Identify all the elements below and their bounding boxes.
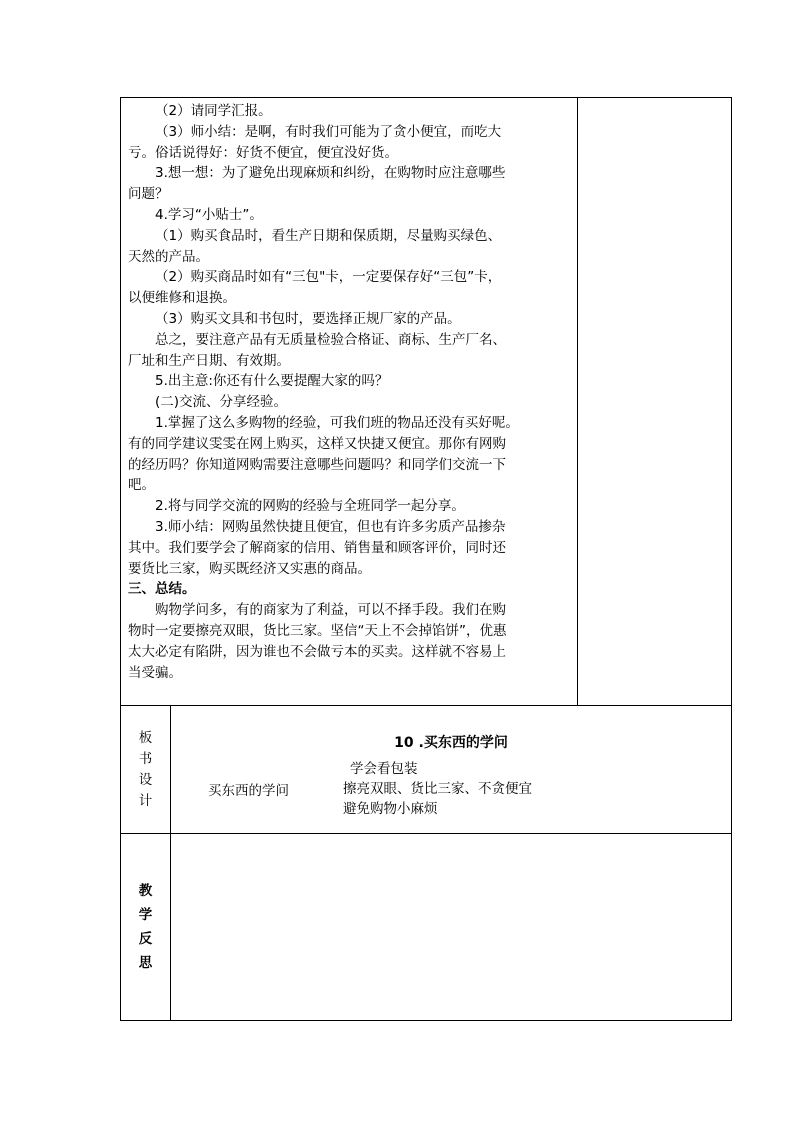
lesson-line: （3）购买文具和书包时，要选择正规厂家的产品。 xyxy=(155,310,461,327)
label-char: 思 xyxy=(138,955,153,971)
label-char: 计 xyxy=(138,792,153,809)
lesson-process-row xyxy=(121,98,731,706)
column-divider xyxy=(577,98,578,705)
lesson-line: (二)交流、分享经验。 xyxy=(155,394,288,411)
lesson-line: 1.掌握了这么多购物的经验，可我们班的物品还没有买好呢。 xyxy=(155,414,519,431)
lesson-line: 其中。我们要学会了解商家的信用、销售量和顾客评价，同时还 xyxy=(128,539,506,556)
lesson-line: 太大必定有陷阱，因为谁也不会做亏本的买卖。这样就不容易上 xyxy=(128,643,506,660)
lesson-content xyxy=(128,101,574,683)
lesson-line: 天然的产品。 xyxy=(128,248,209,265)
lesson-line: 2.将与同学交流的网购的经验与全班同学一起分享。 xyxy=(155,498,465,515)
lesson-line: 当受骗。 xyxy=(128,664,182,681)
board-design-label xyxy=(121,706,170,833)
lesson-line: 厂址和生产日期、有效期。 xyxy=(128,352,290,369)
lesson-line: （3）师小结：是啊，有时我们可能为了贪小便宜，而吃大 xyxy=(155,123,502,140)
lesson-plan-table xyxy=(120,97,732,1021)
label-char: 学 xyxy=(138,907,153,923)
board-design-row xyxy=(121,706,731,834)
label-char: 教 xyxy=(138,883,153,899)
lesson-line: 有的同学建议雯雯在网上购买，这样又快捷又便宜。那你有网购 xyxy=(128,435,506,452)
teaching-reflection-label xyxy=(121,834,170,1020)
label-char: 反 xyxy=(138,931,153,947)
lesson-line: 3.师小结：网购虽然快捷且便宜，但也有许多劣质产品掺杂 xyxy=(155,518,506,535)
board-points xyxy=(343,759,532,819)
lesson-line: 4.学习“小贴士”。 xyxy=(155,206,263,223)
lesson-line: 三、总结。 xyxy=(128,581,196,598)
board-topic: 买东西的学问 xyxy=(208,783,289,799)
lesson-line: 总之，要注意产品有无质量检验合格证、商标、生产厂名、 xyxy=(155,331,506,348)
column-divider xyxy=(170,834,171,1020)
teaching-reflection-row xyxy=(121,834,731,1020)
lesson-line: 以便维修和退换。 xyxy=(128,290,236,307)
lesson-line: （1）购买食品时，看生产日期和保质期，尽量购买绿色、 xyxy=(155,227,502,244)
label-char: 书 xyxy=(138,750,153,767)
lesson-line: 亏。俗话说得好：好货不便宜，便宜没好货。 xyxy=(128,144,398,161)
lesson-line: 5.出主意:你还有什么要提醒大家的吗？ xyxy=(155,373,389,390)
board-point: 擦亮双眼、货比三家、不贪便宜 xyxy=(343,781,532,797)
column-divider xyxy=(170,706,171,833)
board-point: 学会看包装 xyxy=(350,761,418,777)
lesson-line: （2）请同学汇报。 xyxy=(155,103,272,119)
label-char: 板 xyxy=(138,729,153,746)
board-point: 避免购物小麻烦 xyxy=(343,801,438,817)
lesson-line: 3.想一想：为了避免出现麻烦和纠纷，在购物时应注意哪些 xyxy=(155,165,506,182)
lesson-line: 吧。 xyxy=(128,477,155,494)
lesson-line: 的经历吗？你知道网购需要注意哪些问题吗？和同学们交流一下 xyxy=(128,456,506,473)
lesson-line: 要货比三家，购买既经济又实惠的商品。 xyxy=(128,560,371,577)
lesson-line: 物时一定要擦亮双眼，货比三家。坚信“天上不会掉馅饼”，优惠 xyxy=(128,622,507,639)
board-title: 10 .买东西的学问 xyxy=(394,735,508,751)
lesson-line: 问题？ xyxy=(128,186,169,203)
lesson-line: 购物学问多，有的商家为了利益，可以不择手段。我们在购 xyxy=(155,602,506,619)
label-char: 设 xyxy=(138,771,153,788)
lesson-line: （2）购买商品时如有“三包"卡，一定要保存好“三包”卡， xyxy=(155,269,502,286)
